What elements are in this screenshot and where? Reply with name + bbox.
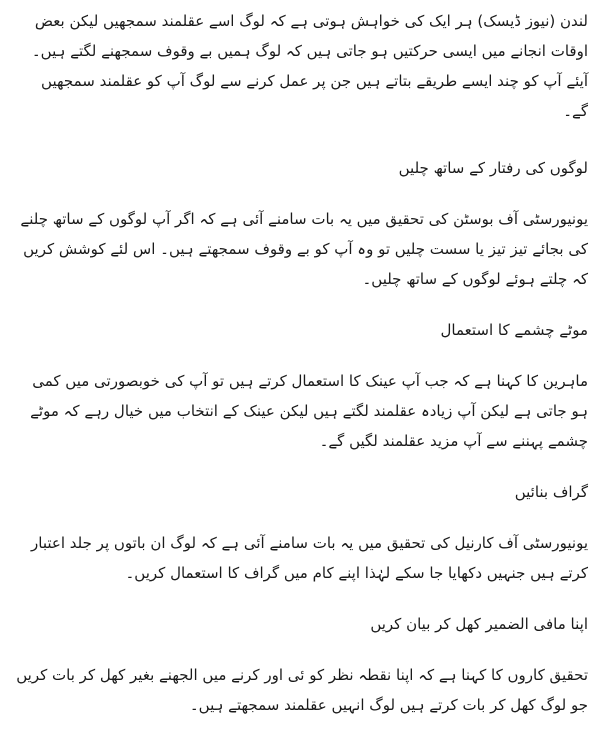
article-body (12, 6, 588, 742)
section-text-speak-openly: تحقیق کاروں کا کہنا ہے کہ اپنا نقطہ نظر کو ئی اور کرنے میں الجھنے بغیر کھل کر بات کریں جو لوگ کھل کر بات کرتے ہیں لوگ انہیں عقلمند سمجھتے ہیں۔ (16, 666, 588, 714)
section-text-thick-glasses: ماہرین کا کہنا ہے کہ جب آپ عینک کا استعمال کرتے ہیں تو آپ کی خوبصورتی میں کمی ہو جاتی ہے لیکن آپ زیادہ عقلمند لگتے ہیں لیکن عینک کے انتخاب میں خیال رہے کہ موٹے چشمے پہننے سے آپ مزید عقلمند لگیں گے۔ (30, 372, 588, 450)
section-text-make-graphs: یونیورسٹی آف کارنیل کی تحقیق میں یہ بات سامنے آئی ہے کہ لوگ ان باتوں پر جلد اعتبار کرتے ہیں جنہیں دکھایا جا سکے لہٰذا اپنے کام میں گراف کا استعمال کریں۔ (31, 534, 588, 582)
section-heading-walking-pace: لوگوں کی رفتار کے ساتھ چلیں (398, 159, 588, 177)
section-heading-make-graphs: گراف بنائیں (514, 483, 588, 501)
section-heading-speak-openly: اپنا مافی الضمیر کھل کر بیان کریں (370, 615, 588, 633)
section-text-walking-pace: یونیورسٹی آف بوسٹن کی تحقیق میں یہ بات سامنے آئی ہے کہ اگر آپ لوگوں کے ساتھ چلنے کی بجائے تیز تیز یا سست چلیں تو وہ آپ کو بے وقوف سمجھتے ہیں۔ اس لئے کوشش کریں کہ چلتے ہوئے لوگوں کے ساتھ چلیں۔ (20, 210, 588, 288)
intro-paragraph: لندن (نیوز ڈیسک) ہر ایک کی خواہش ہوتی ہے کہ لوگ اسے عقلمند سمجھیں لیکن بعض اوقات انجانے میں ایسی حرکتیں ہو جاتی ہیں کہ لوگ ہمیں بے وقوف سمجھنے لگتے ہیں۔ آیئے آپ کو چند ایسے طریقے بتاتے ہیں جن پر عمل کرنے سے لوگ آپ کو عقلمند سمجھیں گے۔ (31, 12, 588, 120)
section-heading-thick-glasses: موٹے چشمے کا استعمال (440, 321, 588, 339)
